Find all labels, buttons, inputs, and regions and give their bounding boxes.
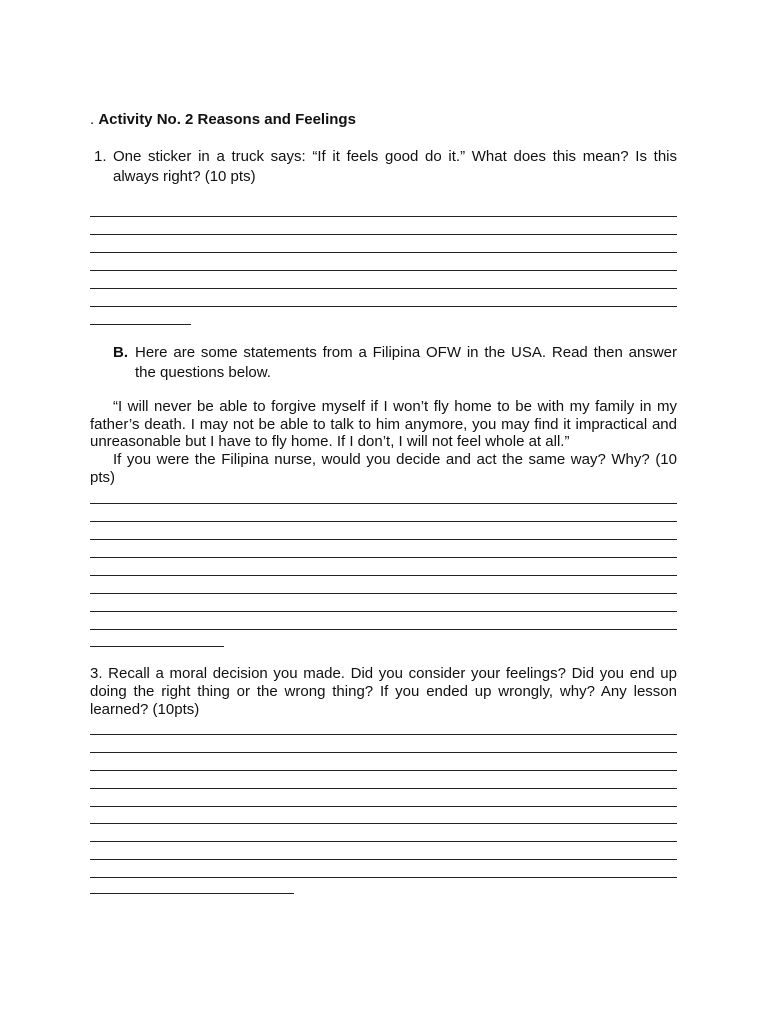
activity-title (90, 111, 356, 129)
answer-line (90, 521, 677, 522)
answer-line (90, 629, 677, 630)
answer-line (90, 877, 677, 878)
section-b-instructions: Here are some statements from a Filipina OFW in the USA. Read then answer the questions below. (135, 344, 677, 381)
answer-line (90, 752, 677, 753)
section-b-label: B. (113, 344, 128, 361)
answer-line (90, 288, 677, 289)
answer-line (90, 823, 677, 824)
answer-line (90, 841, 677, 842)
answer-line (90, 575, 677, 576)
answer-line (90, 216, 677, 217)
title-text: Activity No. 2 Reasons and Feelings (98, 111, 356, 128)
answer-line (90, 324, 191, 325)
question-1-number: 1. (94, 148, 107, 165)
answer-line (90, 270, 677, 271)
ofw-quote: “I will never be able to forgive myself if I won’t fly home to be with my family in my father’s death. I may not be able to talk to him anymore, you may find it impractical and unreasonable but I have to fly home. If I don’t, I will not feel whole at all.” (90, 398, 677, 451)
answer-line (90, 306, 677, 307)
answer-line (90, 593, 677, 594)
answer-line (90, 893, 294, 894)
answer-line (90, 646, 224, 647)
answer-line (90, 770, 677, 771)
answer-line (90, 539, 677, 540)
answer-line (90, 234, 677, 235)
question-3-text: 3. Recall a moral decision you made. Did you consider your feelings? Did you end up doing the right thing or the wrong thing? If you ended up wrongly, why? Any lesson learned? (10pts) (90, 665, 677, 718)
answer-line (90, 557, 677, 558)
answer-line (90, 806, 677, 807)
answer-line (90, 252, 677, 253)
answer-line (90, 734, 677, 735)
answer-line (90, 859, 677, 860)
answer-line (90, 611, 677, 612)
title-prefix: . (90, 111, 95, 128)
question-1-text: One sticker in a truck says: “If it feels good do it.” What does this mean? Is this always right? (10 pts) (113, 148, 677, 185)
answer-line (90, 788, 677, 789)
answer-line (90, 503, 677, 504)
question-2-text: If you were the Filipina nurse, would you decide and act the same way? Why? (10 pts) (90, 451, 677, 486)
